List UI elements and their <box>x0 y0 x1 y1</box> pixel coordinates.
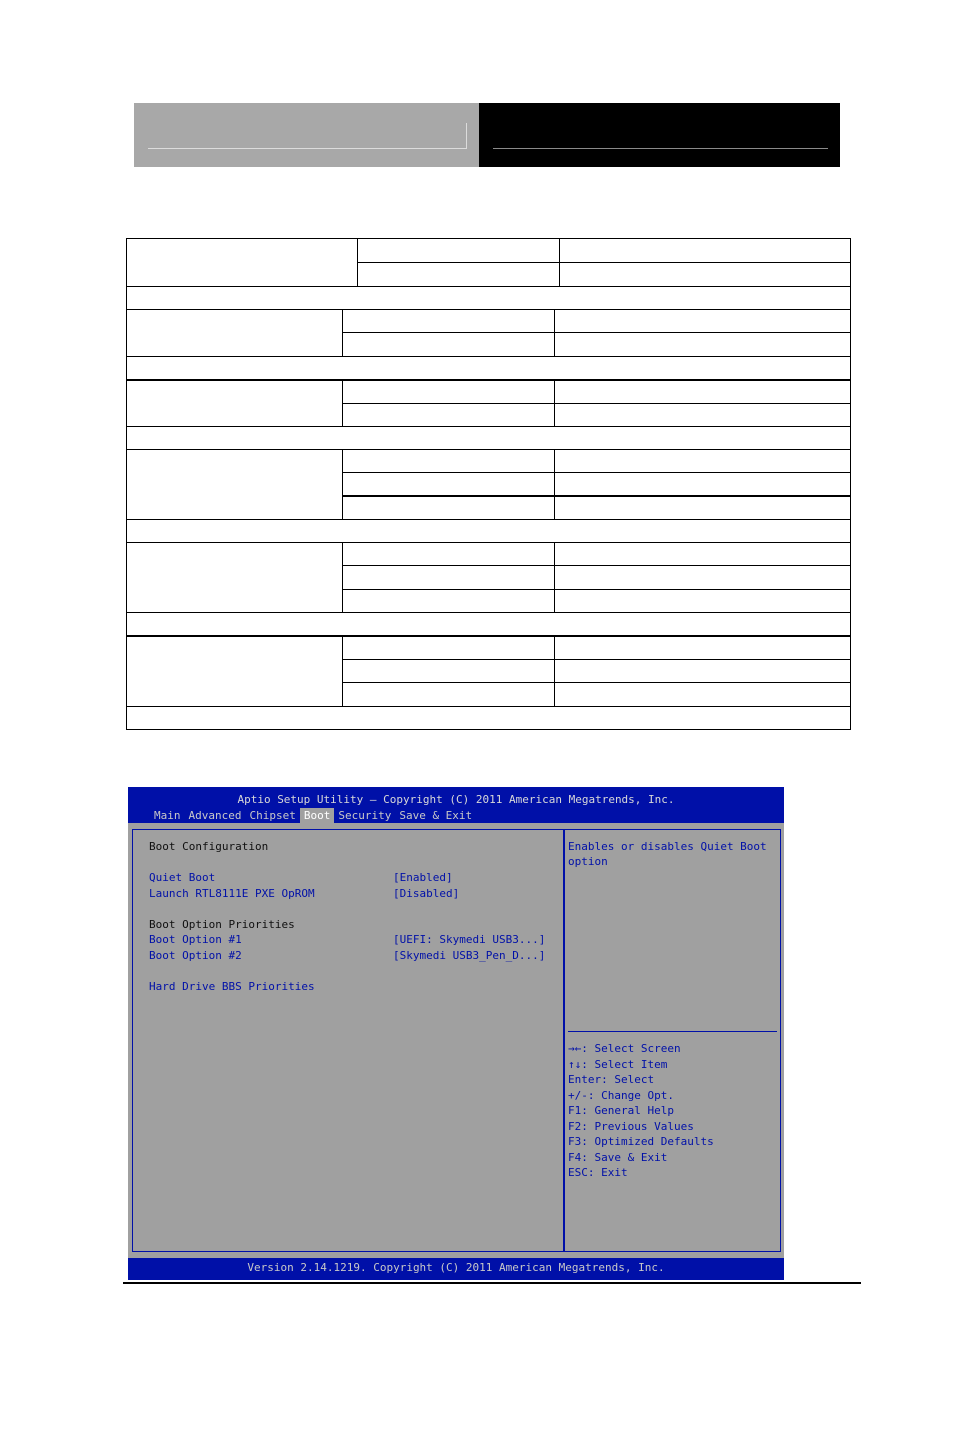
table-row-line <box>342 403 851 404</box>
page-footer-rule <box>123 1282 861 1284</box>
table-row-line <box>126 449 851 450</box>
table-col-line <box>342 449 343 519</box>
help-separator <box>568 1031 777 1032</box>
tab-advanced[interactable]: Advanced <box>188 809 242 822</box>
key-hint-enter: Enter: Select <box>568 1073 655 1086</box>
table-row-line <box>342 332 851 333</box>
table-col-line <box>342 542 343 612</box>
table-row-line <box>126 309 851 310</box>
pxe-oprom-label[interactable]: Launch RTL8111E PXE OpROM <box>149 887 315 900</box>
boot-option-1-value[interactable]: [UEFI: Skymedi USB3...] <box>393 933 546 946</box>
key-hint-change-opt: +/-: Change Opt. <box>568 1089 674 1102</box>
table-row-line <box>342 495 851 497</box>
tab-main[interactable]: Main <box>154 809 181 822</box>
table-row-line <box>126 426 851 427</box>
pxe-oprom-value[interactable]: [Disabled] <box>393 887 460 900</box>
table-col-line <box>554 449 555 519</box>
table-row-line <box>342 565 851 566</box>
bios-title: Aptio Setup Utility – Copyright (C) 2011 American Megatrends, Inc. <box>237 793 675 806</box>
table-row-line <box>126 286 851 287</box>
table-row-line <box>126 612 851 613</box>
table-row-line <box>342 682 851 683</box>
tab-security[interactable]: Security <box>338 809 392 822</box>
key-hint-select-item: ↑↓: Select Item <box>568 1058 668 1071</box>
table-col-line <box>554 635 555 706</box>
table-row-line <box>342 659 851 660</box>
table-row-line <box>342 589 851 590</box>
quiet-boot-value[interactable]: [Enabled] <box>393 871 453 884</box>
table-row-line <box>126 519 851 520</box>
bios-help-panel <box>564 829 781 1252</box>
bios-setup-screen <box>128 787 784 1280</box>
table-row-line <box>126 706 851 707</box>
key-hint-previous-values: F2: Previous Values <box>568 1120 694 1133</box>
table-col-line <box>554 542 555 612</box>
help-text-line-1: Enables or disables Quiet Boot <box>568 840 767 853</box>
table-row-line <box>126 379 851 381</box>
boot-configuration-heading: Boot Configuration <box>149 840 269 853</box>
tab-boot[interactable]: Boot <box>300 808 335 823</box>
quiet-boot-label[interactable]: Quiet Boot <box>149 871 216 884</box>
table-row-line <box>126 542 851 543</box>
help-text-line-2: option <box>568 855 608 868</box>
key-hint-general-help: F1: General Help <box>568 1104 674 1117</box>
boot-option-1-label[interactable]: Boot Option #1 <box>149 933 242 946</box>
key-hint-esc-exit: ESC: Exit <box>568 1166 628 1179</box>
bios-footer-bar <box>128 1258 784 1280</box>
table-border-bottom <box>126 729 851 730</box>
key-hint-save-exit: F4: Save & Exit <box>568 1151 668 1164</box>
table-border-right <box>850 238 851 730</box>
boot-priorities-heading: Boot Option Priorities <box>149 918 295 931</box>
table-row-line <box>126 356 851 357</box>
tab-save-exit[interactable]: Save & Exit <box>399 809 473 822</box>
bios-settings-panel <box>132 829 564 1252</box>
bios-tab-bar <box>150 808 476 823</box>
table-row-line <box>342 472 851 473</box>
boot-option-2-value[interactable]: [Skymedi USB3_Pen_D...] <box>393 949 546 962</box>
bios-title-bar <box>128 787 784 823</box>
hdd-bbs-priorities-item[interactable]: Hard Drive BBS Priorities <box>149 980 315 993</box>
table-border-top <box>126 238 851 239</box>
table-row-line <box>357 262 851 263</box>
key-hint-optimized-defaults: F3: Optimized Defaults <box>568 1135 714 1148</box>
key-hint-select-screen: →←: Select Screen <box>568 1042 681 1055</box>
boot-option-2-label[interactable]: Boot Option #2 <box>149 949 242 962</box>
table-border-left <box>126 238 127 730</box>
bios-version-text: Version 2.14.1219. Copyright (C) 2011 American Megatrends, Inc. <box>247 1261 665 1274</box>
table-row-line <box>126 635 851 637</box>
tab-chipset[interactable]: Chipset <box>249 809 296 822</box>
table-col-line <box>342 635 343 706</box>
